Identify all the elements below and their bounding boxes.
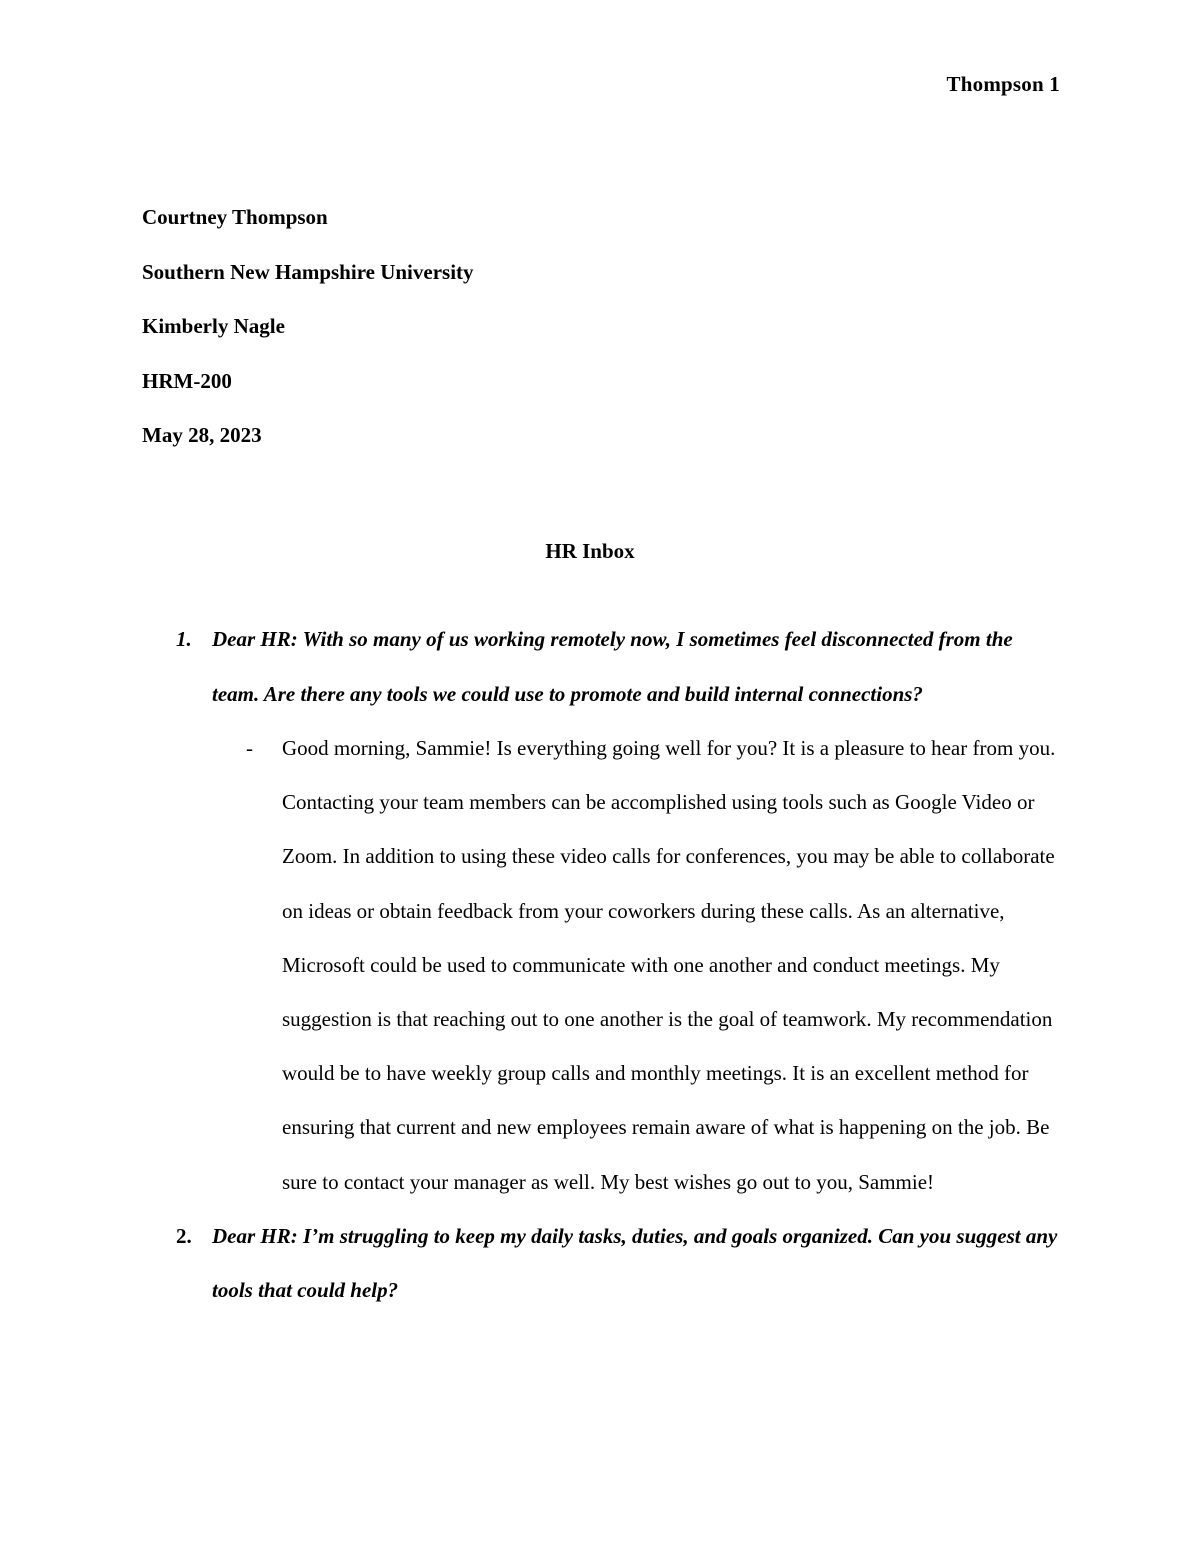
student-heading xyxy=(142,190,1042,463)
question-number: 2. xyxy=(176,1223,192,1248)
course-code: HRM-200 xyxy=(142,368,232,393)
question-item xyxy=(142,612,1062,721)
running-head: Thompson 1 xyxy=(946,72,1060,96)
instructor-name: Kimberly Nagle xyxy=(142,314,285,338)
answer-item xyxy=(142,721,1062,1209)
question-text: Dear HR: I’m struggling to keep my daily tasks, duties, and goals organized. Can you suggest any tools that could help? xyxy=(212,1223,1058,1303)
answer-text: Good morning, Sammie! Is everything going well for you? It is a pleasure to hear from you. Contacting your team members can be accomplished using tools such as Google Video or Zoom. In addition to using these video calls for conferences, you may be able to collaborate on ideas or obtain feedback from your coworkers during these calls. As an alternative, Microsoft could be used to communicate with one another and conduct meetings. My suggestion is that reaching out to one another is the goal of teamwork. My recommendation would be to have weekly group calls and monthly meetings. It is an excellent method for ensuring that current and new employees remain aware of what is happening on the job. Be sure to contact your manager as well. My best wishes go out to you, Sammie! xyxy=(282,736,1056,1194)
question-number: 1. xyxy=(176,627,192,651)
qa-list xyxy=(142,612,1062,1318)
institution-name: Southern New Hampshire University xyxy=(142,259,474,284)
answer-bullet: - xyxy=(246,736,253,760)
question-text: Dear HR: With so many of us working remotely now, I sometimes feel disconnected from the team. Are there any tools we could use to promote and build internal connections? xyxy=(212,627,1013,706)
document-title: HR Inbox xyxy=(545,539,635,563)
question-item xyxy=(142,1209,1062,1318)
student-name: Courtney Thompson xyxy=(142,205,328,229)
submission-date: May 28, 2023 xyxy=(142,423,262,447)
